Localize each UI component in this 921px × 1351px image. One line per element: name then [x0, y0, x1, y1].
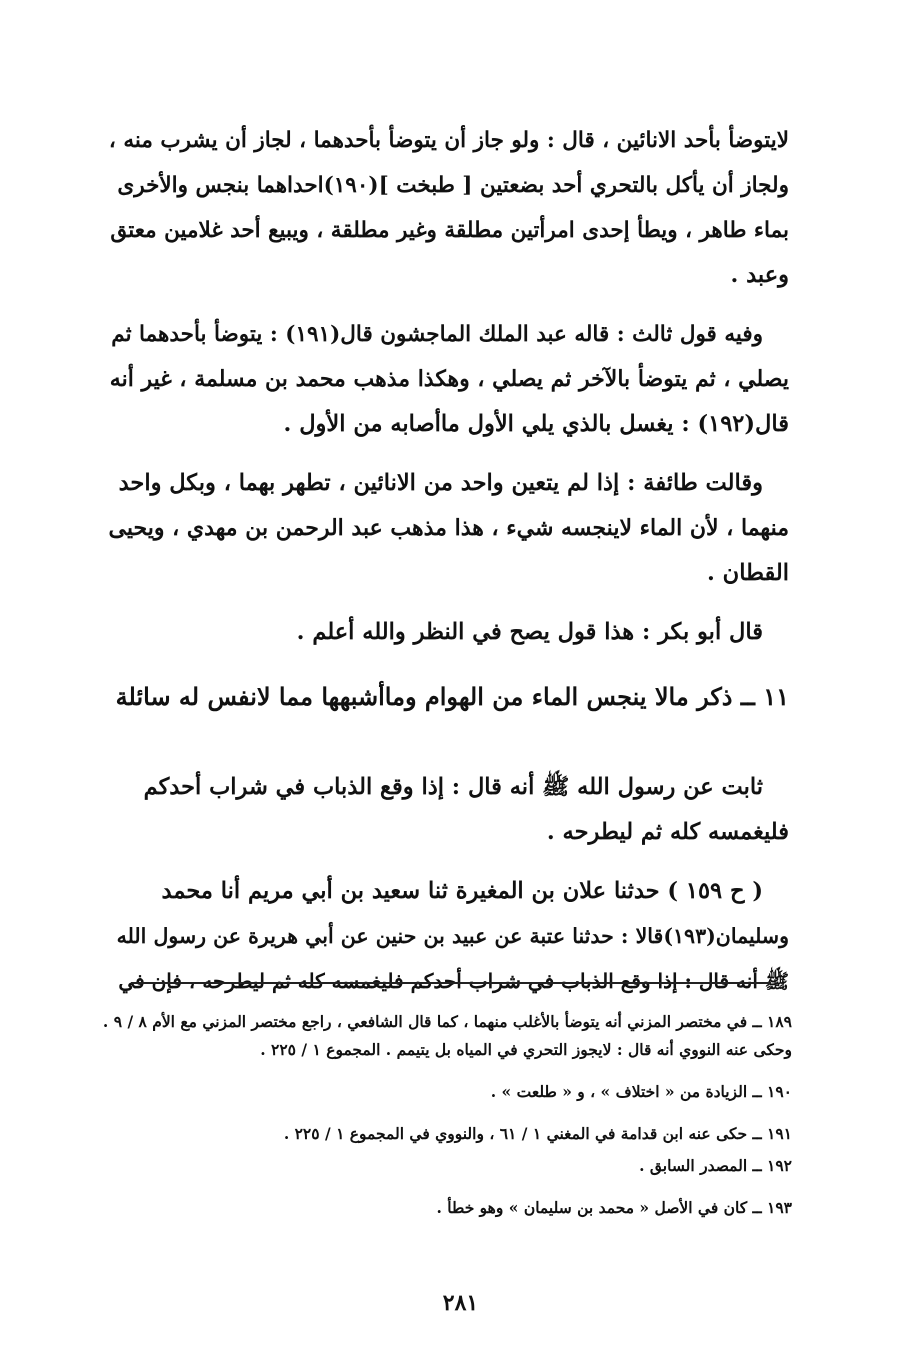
text-line: وقالت طائفة : إذا لم يتعين واحد من الانائين ، تطهر بهما ، وبكل واحد	[118, 470, 763, 496]
footnote	[100, 1008, 792, 1064]
footnote-line: ١٩٢ ــ المصدر السابق .	[639, 1156, 792, 1175]
main-text	[105, 118, 789, 1018]
text-line: يصلي ، ثم يتوضأ بالآخر ثم يصلي ، وهكذا مذهب محمد بن مسلمة ، غير أنه	[109, 366, 789, 392]
footnote	[100, 1152, 792, 1180]
text-line: بماء طاهر ، ويطأ إحدى امرأتين مطلقة وغير مطلقة ، ويبيع أحد غلامين معتق	[110, 218, 789, 243]
footnote-line: ١٨٩ ــ في مختصر المزني أنه يتوضأ بالأغلب منهما ، كما قال الشافعي ، راجع مختصر المزني مع الأم ٨ / ٩ .	[102, 1012, 792, 1031]
text-line: قال(١٩٢) : يغسل بالذي يلي الأول ماأصابه من الأول .	[283, 411, 789, 437]
footnote-line: ١٩٣ ــ كان في الأصل « محمد بن سليمان » وهو خطأ .	[436, 1198, 792, 1217]
text-line: وفيه قول ثالث : قاله عبد الملك الماجشون قال(١٩١) : يتوضأ بأحدهما ثم	[111, 322, 763, 347]
text-line: لايتوضأ بأحد الانائين ، قال : ولو جاز أن يتوضأ بأحدهما ، لجاز أن يشرب منه ،	[108, 128, 789, 153]
section-heading: ١١ ــ ذكر مالا ينجس الماء من الهوام وماأشبهها مما لانفس له سائلة	[115, 682, 789, 711]
footnote-divider	[131, 982, 771, 984]
footnote	[100, 1194, 792, 1222]
footnote	[100, 1120, 792, 1148]
footnote-line: وحكى عنه النووي أنه قال : لايجوز التحري في المياه بل يتيمم . المجموع ١ / ٢٢٥ .	[260, 1040, 792, 1059]
paragraph	[105, 461, 789, 596]
footnotes	[100, 1008, 792, 1236]
text-line: ولجاز أن يأكل بالتحري أحد بضعتين [ طبخت ](١٩٠)احداهما بنجس والأخرى	[117, 173, 789, 198]
paragraph	[105, 610, 789, 655]
footnote-line: ١٩٠ ــ الزيادة من « اختلاف » ، و « طلعت » .	[490, 1082, 792, 1101]
page-number: ٢٨١	[442, 1290, 479, 1316]
text-line: ﷺ أنه قال : إذا وقع الذباب في شراب أحدكم فليغمسه كله ثم ليطرحه ، فإن في	[118, 969, 789, 993]
text-line: قال أبو بكر : هذا قول يصح في النظر والله أعلم .	[296, 619, 763, 645]
text-line: منهما ، لأن الماء لاينجسه شيء ، هذا مذهب عبد الرحمن بن مهدي ، ويحيى	[108, 515, 789, 541]
paragraph	[105, 118, 789, 298]
text-line: وسليمان(١٩٣)قالا : حدثنا عتبة عن عبيد بن حنين عن أبي هريرة عن رسول الله	[116, 924, 789, 948]
footnote-line: ١٩١ ــ حكى عنه ابن قدامة في المغني ١ / ٦١ ، والنووي في المجموع ١ / ٢٢٥ .	[283, 1124, 792, 1143]
paragraph	[105, 765, 789, 855]
text-line: وعبد .	[730, 262, 789, 288]
text-line: القطان .	[707, 560, 789, 586]
paragraph	[105, 312, 789, 447]
text-line: فليغمسه كله ثم ليطرحه .	[546, 819, 789, 845]
text-line: ثابت عن رسول الله ﷺ أنه قال : إذا وقع الذباب في شراب أحدكم	[143, 774, 763, 800]
text-line: ( ح ١٥٩ ) حدثنا علان بن المغيرة ثنا سعيد بن أبي مريم أنا محمد	[161, 878, 763, 904]
footnote	[100, 1078, 792, 1106]
